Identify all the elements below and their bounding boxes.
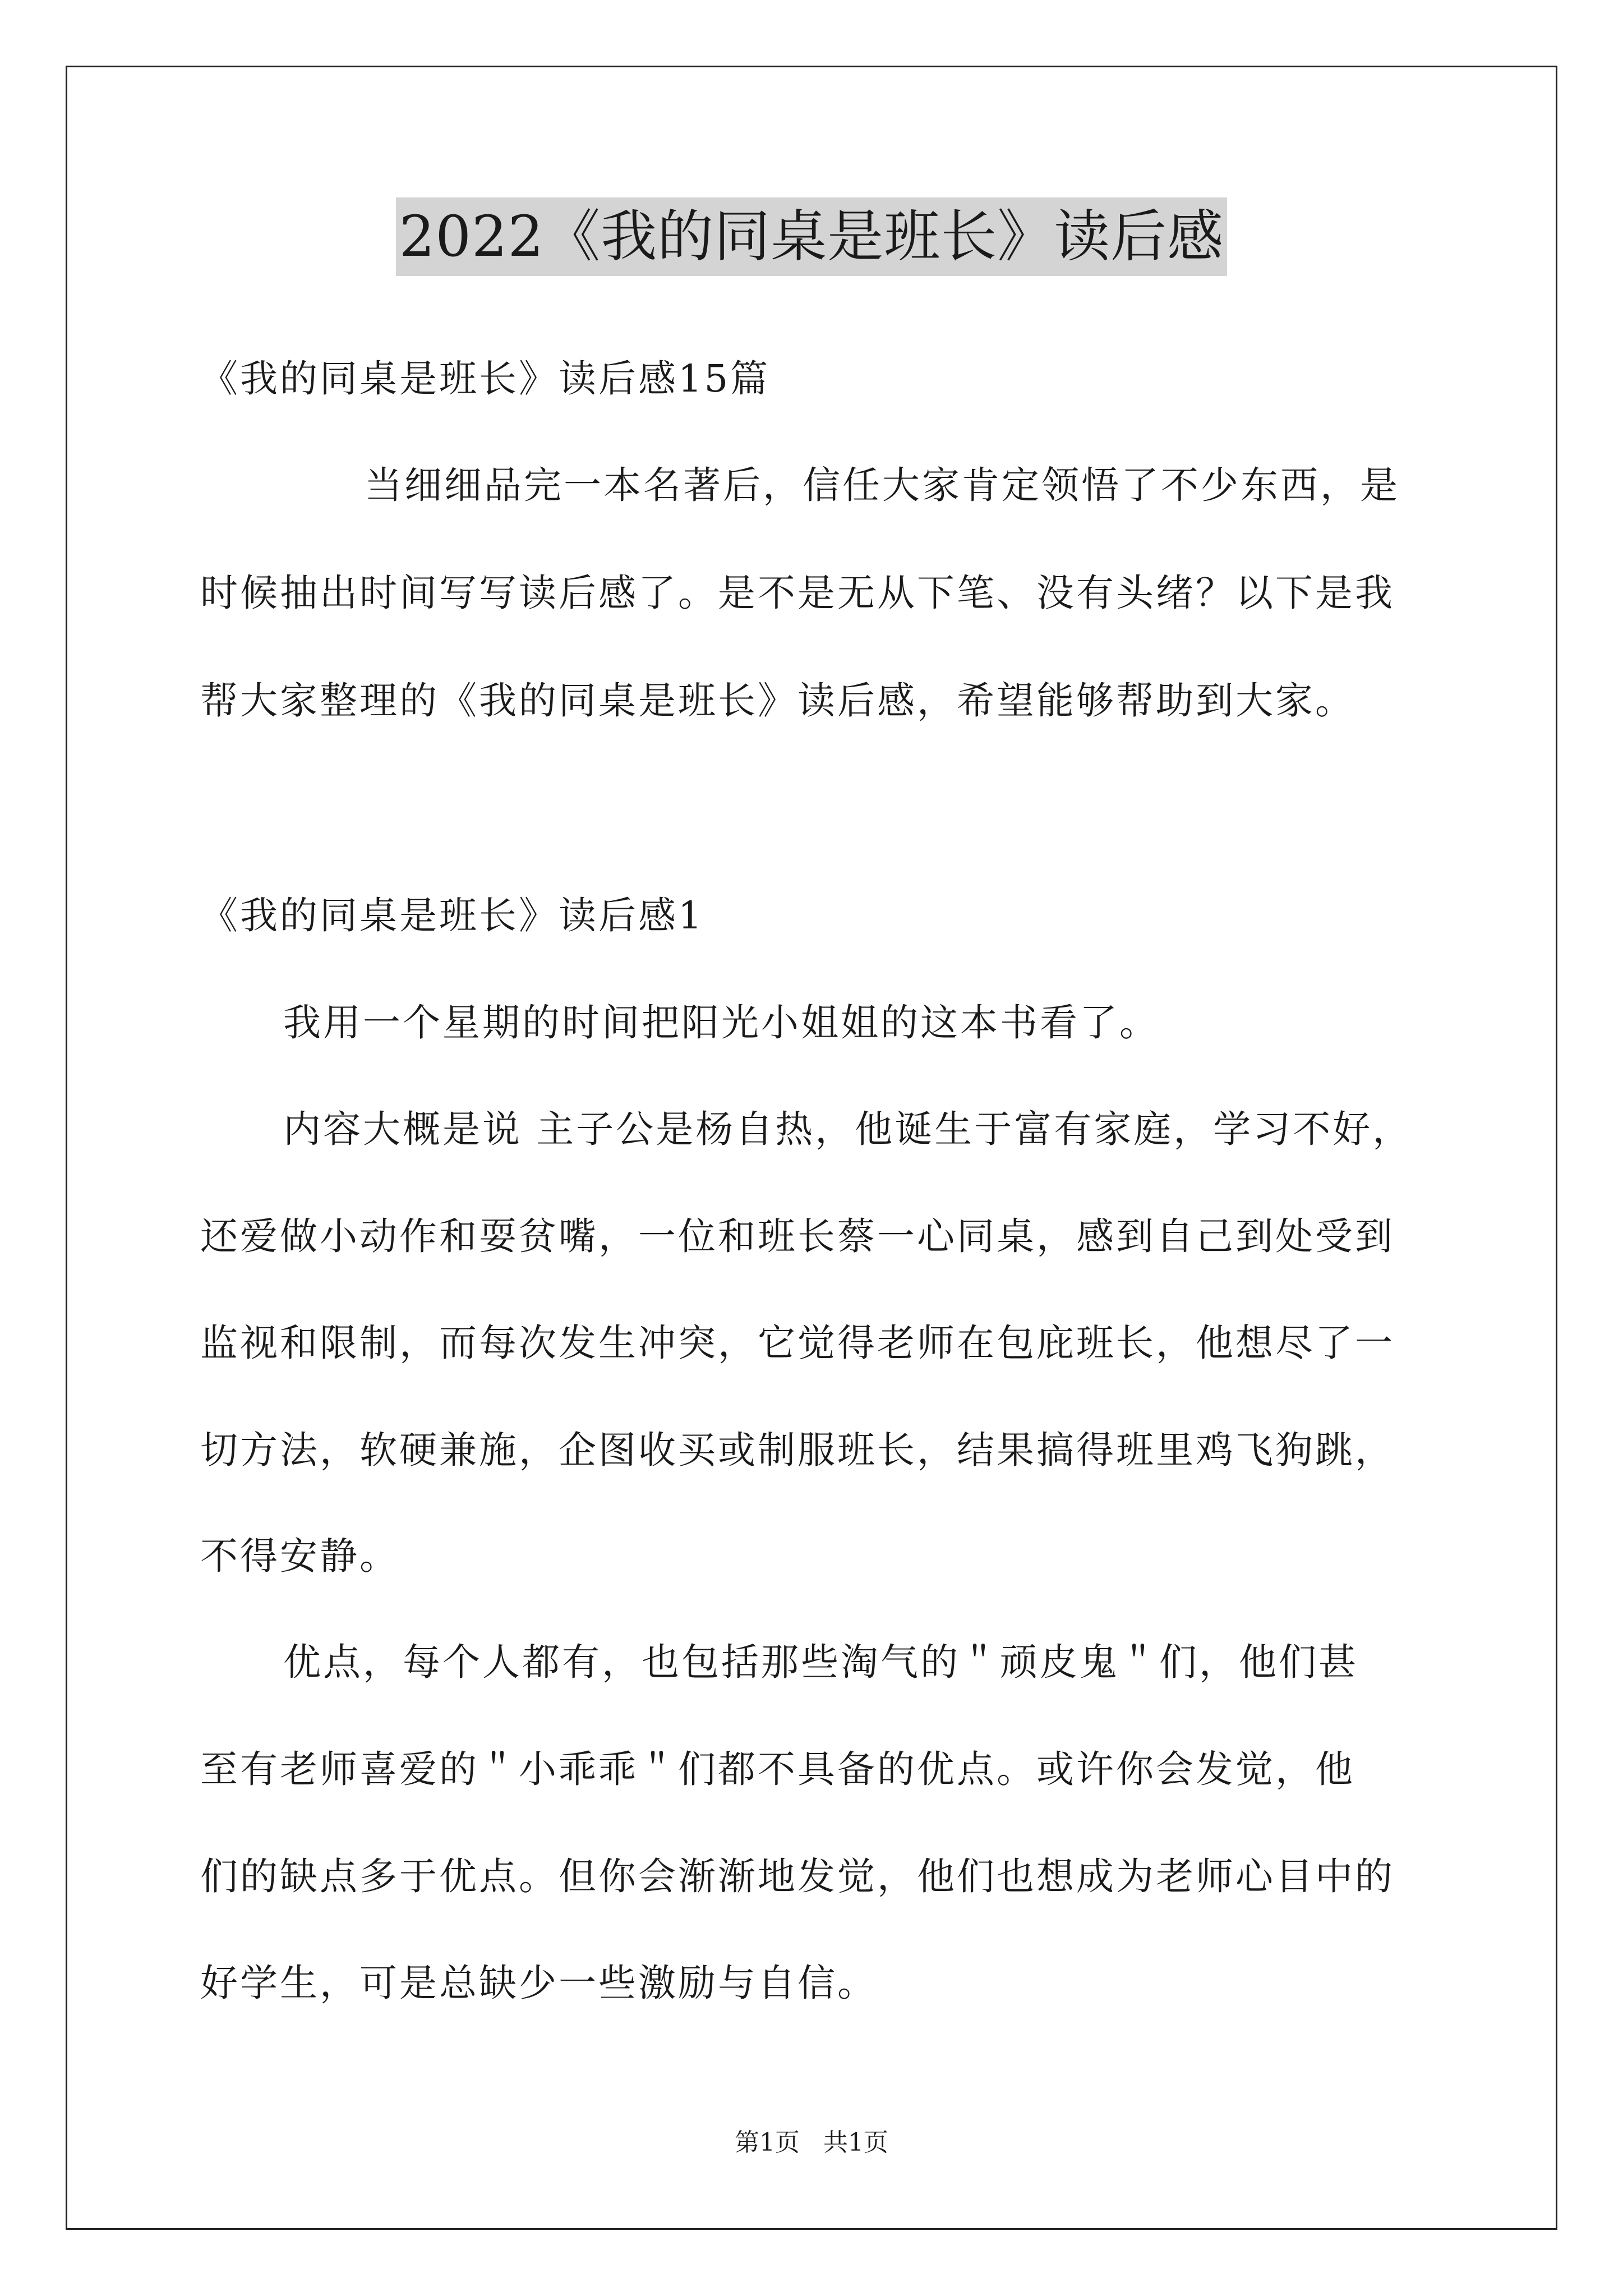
body-line-10: 好学生，可是总缺少一些激励与自信。 — [200, 1961, 877, 2005]
body-line-3: 还爱做小动作和耍贫嘴，一位和班长蔡一心同桌，感到自己到处受到 — [200, 1214, 1395, 1258]
page-current: 第1页 — [735, 2128, 800, 2157]
intro-line-1: 当细细品完一本名著后，信任大家肯定领悟了不少东西，是 — [365, 463, 1400, 507]
subtitle: 《我的同桌是班长》读后感15篇 — [200, 357, 771, 401]
intro-line-2: 时候抽出时间写写读后感了。是不是无从下笔、没有头绪？以下是我 — [200, 571, 1395, 615]
section-heading: 《我的同桌是班长》读后感1 — [200, 894, 704, 937]
body-line-6: 不得安静。 — [200, 1534, 399, 1578]
page-footer — [0, 2126, 1623, 2160]
body-line-9: 们的缺点多于优点。但你会渐渐地发觉，他们也想成为老师心目中的 — [200, 1855, 1395, 1898]
title-container — [0, 197, 1623, 276]
body-line-4: 监视和限制，而每次发生冲突，它觉得老师在包庇班长，他想尽了一 — [200, 1321, 1395, 1365]
intro-line-3: 帮大家整理的《我的同桌是班长》读后感，希望能够帮助到大家。 — [200, 679, 1355, 723]
page-total: 共1页 — [823, 2128, 888, 2157]
body-line-1: 我用一个星期的时间把阳光小姐姐的这本书看了。 — [283, 1001, 1159, 1045]
body-line-2: 内容大概是说 主子公是杨自热，他诞生于富有家庭，学习不好， — [283, 1107, 1413, 1151]
document-title: 2022《我的同桌是班长》读后感 — [396, 197, 1228, 276]
body-line-7: 优点，每个人都有，也包括那些淘气的＂顽皮鬼＂们，他们甚 — [283, 1640, 1358, 1684]
body-line-5: 切方法，软硬兼施，企图收买或制服班长，结果搞得班里鸡飞狗跳， — [200, 1428, 1395, 1472]
body-line-8: 至有老师喜爱的＂小乖乖＂们都不具备的优点。或许你会发觉，他 — [200, 1747, 1355, 1791]
